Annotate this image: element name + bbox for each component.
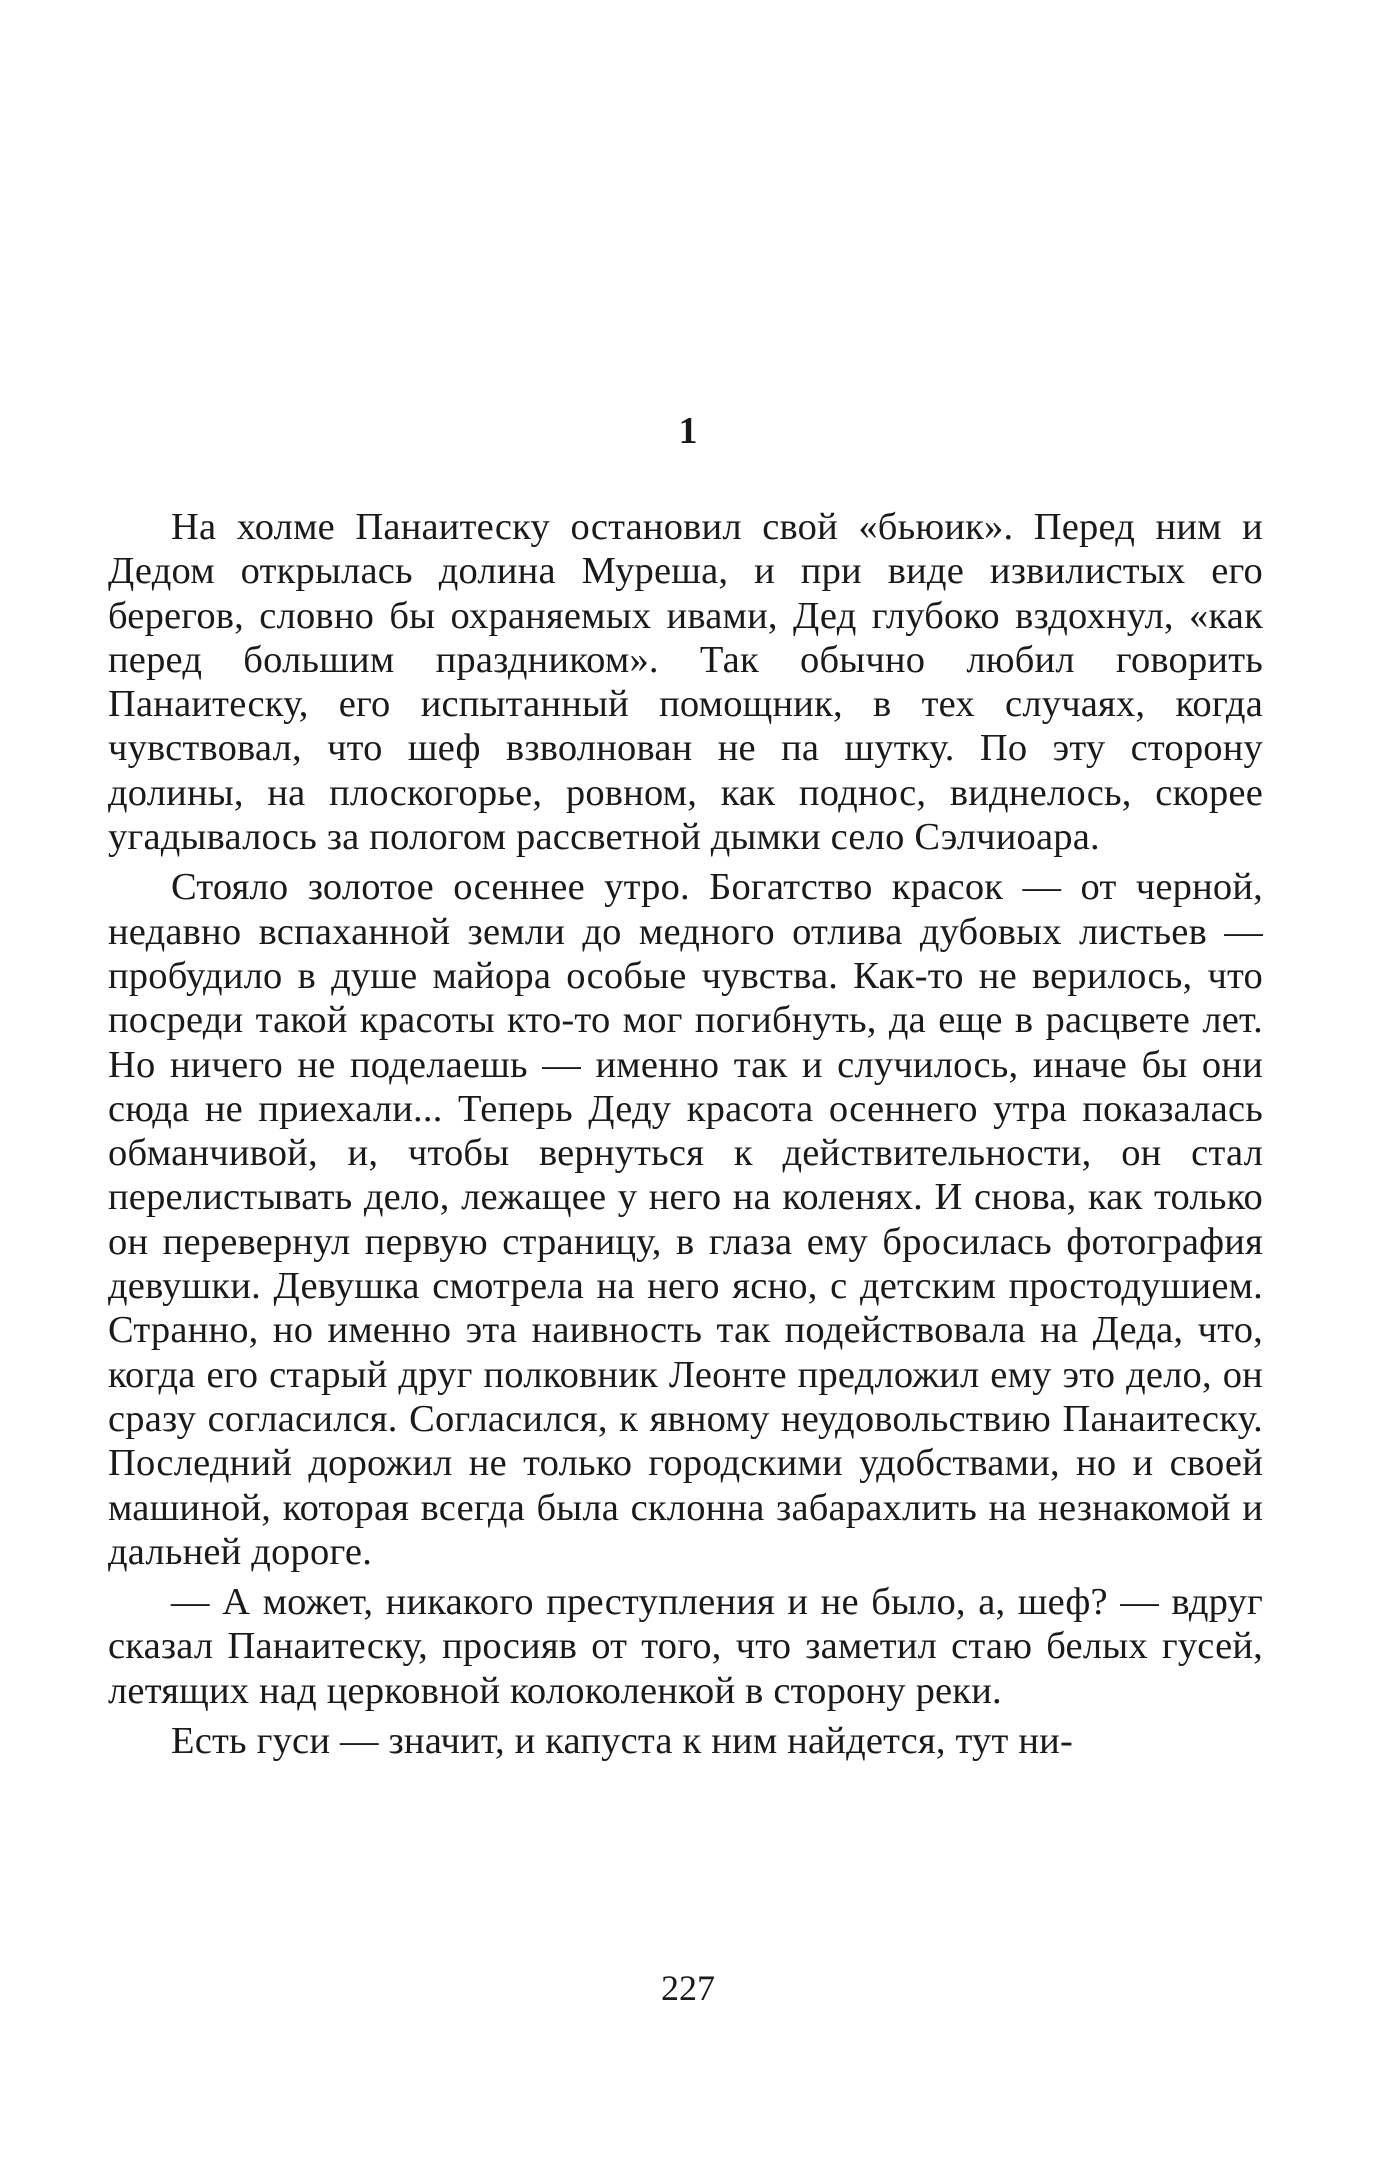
page-number: 227: [661, 1968, 715, 2008]
paragraph: Стояло золотое осеннее утро. Богатство красок — от черной, недавно вспаханной земли до медного отлива дубовых листьев — пробудило в душе майора особые чувства. Как-то не верилось, что посреди такой красоты кто-то мог погибнуть, да еще в расцвете лет. Но ничего не поделаешь — именно так и случилось, иначе бы они сюда не приехали... Теперь Деду красота осеннего утра показалась обманчивой, и, чтобы вернуться к действительности, он стал перелистывать дело, лежащее у него на коленях. И снова, как только он перевернул первую страницу, в глаза ему бросилась фотография девушки. Девушка смотрела на него ясно, с детским простодушием. Странно, но именно эта наивность так подействовала на Деда, что, когда его старый друг полковник Леонте предложил ему это дело, он сразу согласился. Согласился, к явному неудовольствию Панаитеску. Последний дорожил не только городскими удобствами, но и своей машиной, которая всегда была склонна забарахлить на незнакомой и дальней дороге.: [108, 866, 1263, 1573]
body-text: [108, 505, 1263, 1763]
paragraph: — А может, никакого преступления и не было, а, шеф? — вдруг сказал Панаитеску, просияв от того, что заметил стаю белых гусей, летящих над церковной колоколенкой в сторону реки.: [108, 1581, 1263, 1712]
paragraph: Есть гуси — значит, и капуста к ним найдется, тут ни-: [171, 1720, 1073, 1763]
chapter-number: 1: [678, 410, 698, 452]
paragraph: На холме Панаитеску остановил свой «бьюик». Перед ним и Дедом открылась долина Муреша, и при виде извилистых его берегов, словно бы охраняемых ивами, Дед глубоко вздохнул, «как перед большим праздником». Так обычно любил говорить Панаитеску, его испытанный помощник, в тех случаях, когда чувствовал, что шеф взволнован не па шутку. По эту сторону долины, на плоскогорье, ровном, как поднос, виднелось, скорее угадывалось за пологом рассветной дымки село Сэлчиоара.: [108, 506, 1263, 859]
